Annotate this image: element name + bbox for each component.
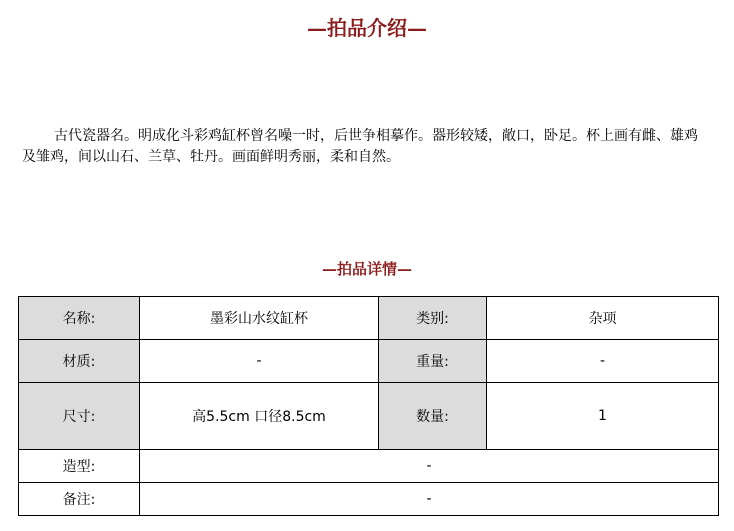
intro-description: 古代瓷器名。明成化斗彩鸡缸杯曾名噪一时，后世争相摹作。器形较矮，敞口，卧足。杯上画有雌、雄鸡及雏鸡，间以山石、兰草、牡丹。画面鲜明秀丽，柔和自然。 xyxy=(22,128,698,165)
table-row xyxy=(19,340,719,383)
material-value: - xyxy=(140,340,379,383)
table-row xyxy=(19,450,719,483)
details-title: —拍品详情— xyxy=(321,260,412,278)
size-label: 尺寸: xyxy=(19,383,140,450)
quantity-value: 1 xyxy=(487,383,719,450)
name-label: 名称: xyxy=(19,297,140,340)
weight-label: 重量: xyxy=(379,340,487,383)
details-table xyxy=(18,296,719,516)
table-row xyxy=(19,483,719,516)
table-row xyxy=(19,297,719,340)
shape-label: 造型: xyxy=(19,450,140,483)
size-value: 高5.5cm 口径8.5cm xyxy=(140,383,379,450)
shape-value: - xyxy=(140,450,719,483)
name-value: 墨彩山水纹缸杯 xyxy=(140,297,379,340)
quantity-label: 数量: xyxy=(379,383,487,450)
table-row xyxy=(19,383,719,450)
category-label: 类别: xyxy=(379,297,487,340)
intro-title: —拍品介绍— xyxy=(307,16,427,40)
category-value: 杂项 xyxy=(487,297,719,340)
remarks-label: 备注: xyxy=(19,483,140,516)
material-label: 材质: xyxy=(19,340,140,383)
weight-value: - xyxy=(487,340,719,383)
remarks-value: - xyxy=(140,483,719,516)
